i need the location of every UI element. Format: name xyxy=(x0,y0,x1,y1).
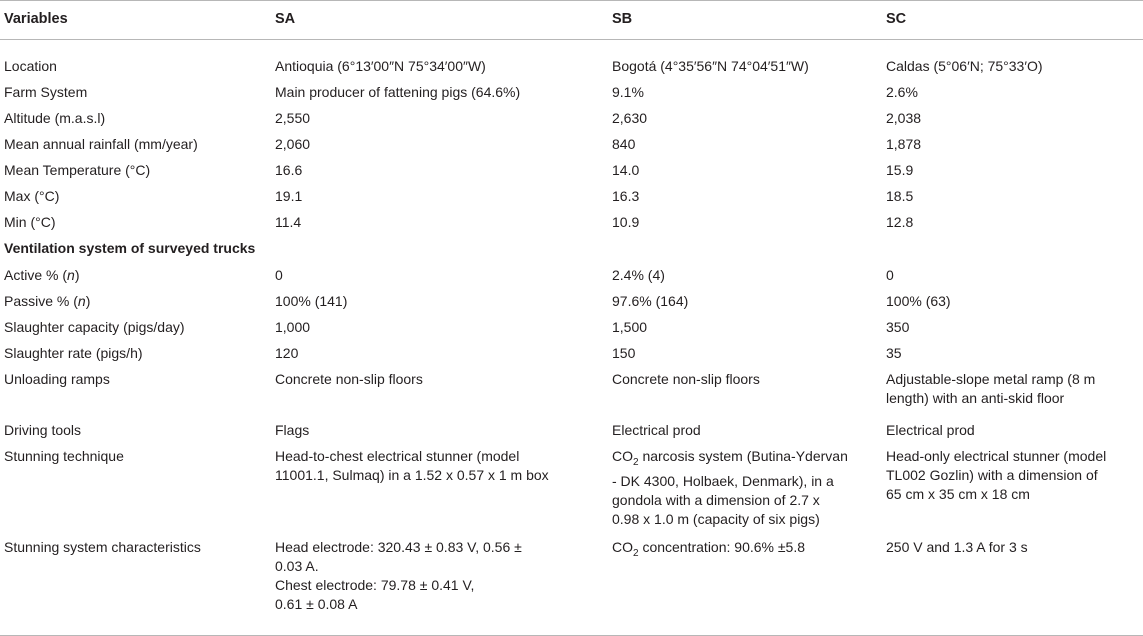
row-label: Slaughter rate (pigs/h) xyxy=(4,345,143,361)
cell-sc: 15.9 xyxy=(886,162,914,178)
cell-sb: $CO_2$ narcosis system (Butina-Ydervan - DK 4300, Holbaek, Denmark), in a gondola with a dimension of 2.7 x 0.98 x 1.0 m (capacity of six pigs) xyxy=(612,448,848,527)
header-variables: Variables xyxy=(4,11,68,27)
row-label: Mean Temperature (°C) xyxy=(4,162,151,178)
row-label: Slaughter capacity (pigs/day) xyxy=(4,319,185,335)
cell-sa: 1,000 xyxy=(275,319,311,335)
cell-sb: 840 xyxy=(612,136,636,152)
cell-sa: Head electrode: 320.43 ± 0.83 V, 0.56 ± 0.03 A. Chest electrode: 79.78 ± 0.41 V, 0.61 ± 0.08 A xyxy=(275,539,522,612)
cell-sb: 10.9 xyxy=(612,214,640,230)
cell-sa: 120 xyxy=(275,345,299,361)
row-label: Location xyxy=(4,58,57,74)
cell-sa: Flags xyxy=(275,422,310,438)
cell-sb: 97.6% (164) xyxy=(612,293,689,309)
cell-sc: 1,878 xyxy=(886,136,922,152)
cell-sa: 11.4 xyxy=(275,214,302,230)
cell-sc: 18.5 xyxy=(886,188,914,204)
cell-sa: 2,060 xyxy=(275,136,311,152)
cell-sc: 250 V and 1.3 A for 3 s xyxy=(886,539,1028,555)
cell-sa: 16.6 xyxy=(275,162,303,178)
cell-sa: Main producer of fattening pigs (64.6%) xyxy=(275,84,521,100)
cell-sb: 2.4% (4) xyxy=(612,267,665,283)
row-label: Altitude (m.a.s.l) xyxy=(4,110,106,126)
table-top-rule xyxy=(0,0,1143,1)
cell-sb: Concrete non-slip floors xyxy=(612,371,760,387)
cell-sa: 0 xyxy=(275,267,283,283)
cell-sc: 0 xyxy=(886,267,894,283)
row-label: Passive % (n) xyxy=(4,293,91,309)
header-sb: SB xyxy=(612,11,633,27)
cell-sc: Electrical prod xyxy=(886,422,975,438)
cell-sb: $CO_2$ concentration: 90.6% ±5.8 xyxy=(612,539,806,559)
cell-sb: 2,630 xyxy=(612,110,648,126)
cell-sa: 100% (141) xyxy=(275,293,348,309)
cell-sb: 14.0 xyxy=(612,162,640,178)
row-label: Unloading ramps xyxy=(4,371,110,387)
row-label: Mean annual rainfall (mm/year) xyxy=(4,136,198,152)
cell-sb: 150 xyxy=(612,345,636,361)
row-label: Max (°C) xyxy=(4,188,60,204)
cell-sa: Concrete non-slip floors xyxy=(275,371,423,387)
cell-sc: 2.6% xyxy=(886,84,918,100)
cell-sc: 100% (63) xyxy=(886,293,951,309)
cell-sb: 9.1% xyxy=(612,84,644,100)
header-sc: SC xyxy=(886,11,907,27)
cell-sc: Head-only electrical stunner (model TL002 Gozlin) with a dimension of 65 cm x 35 cm x 18 cm xyxy=(886,448,1107,502)
row-label: Min (°C) xyxy=(4,214,56,230)
cell-sa: Head-to-chest electrical stunner (model 11001.1, Sulmaq) in a 1.52 x 0.57 x 1 m box xyxy=(275,448,549,483)
cell-sb: 16.3 xyxy=(612,188,640,204)
cell-sc: 2,038 xyxy=(886,110,922,126)
row-label: Driving tools xyxy=(4,422,82,438)
row-label: Active % (n) xyxy=(4,267,80,283)
cell-sc: Adjustable-slope metal ramp (8 m length) with an anti-skid floor xyxy=(886,371,1096,406)
cell-sb: 1,500 xyxy=(612,319,648,335)
cell-sc: 12.8 xyxy=(886,214,914,230)
cell-sc: Caldas (5°06′N; 75°33′O) xyxy=(886,58,1043,74)
cell-sb: Bogotá (4°35′56″N 74°04′51″W) xyxy=(612,58,809,74)
cell-sa: Antioquia (6°13′00″N 75°34′00″W) xyxy=(275,58,486,74)
header-sa: SA xyxy=(275,11,296,27)
cell-sa: 2,550 xyxy=(275,110,311,126)
cell-sb: Electrical prod xyxy=(612,422,701,438)
row-label: Stunning technique xyxy=(4,448,124,464)
cell-sc: 350 xyxy=(886,319,910,335)
row-label: Farm System xyxy=(4,84,88,100)
row-label: Stunning system characteristics xyxy=(4,539,201,555)
cell-sa: 19.1 xyxy=(275,188,303,204)
cell-sc: 35 xyxy=(886,345,902,361)
section-heading-ventilation: Ventilation system of surveyed trucks xyxy=(4,240,256,256)
header-rule xyxy=(0,39,1143,40)
